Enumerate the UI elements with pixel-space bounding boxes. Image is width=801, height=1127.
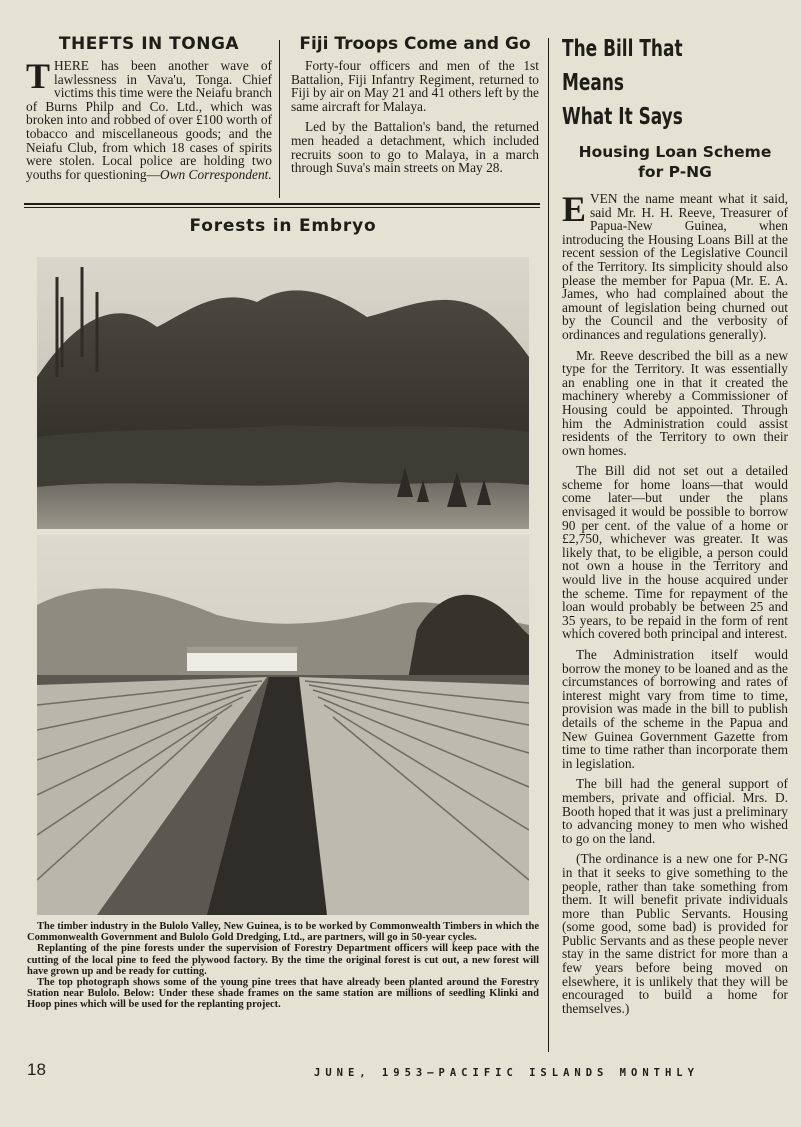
- paragraph: Mr. Reeve described the bill as a new type for the Territory. It was essentially an enabling one in that it created the machinery whereby a Commissioner of Housing could be appointed. Through him the Administration could assist residents of the Territory to own their own homes.: [562, 347, 788, 458]
- article-body: [562, 189, 788, 1016]
- article-text: HERE has been another wave of lawlessness in Vava'u, Tonga. Chief victims this time were the Neiafu branch of Burns Philp and Co. Ltd., which was broken into and robbed of over £100 worth of tobacco and miscellaneous goods; and the Neiafu Club, from which 18 cases of spirits were stolen. Local police are holding two youths for questioning—: [26, 58, 272, 182]
- paragraph: Forty-four officers and men of the 1st Battalion, Fiji Infantry Regiment, returned to Fiji by air on May 21 and 41 others left by the same aircraft for Malaya.: [291, 58, 539, 114]
- headline-line: The Bill That: [562, 36, 683, 62]
- article-body: [291, 59, 539, 175]
- paragraph: [562, 189, 788, 342]
- byline: Own Correspondent.: [159, 166, 272, 182]
- caption-paragraph: Replanting of the pine forests under the supervision of Forestry Department officers will keep pace with the cutting of the local pine to feed the plywood factory. By the time the original forest is cut out, a new forest will have grown up and be ready for cutting.: [27, 943, 539, 977]
- seedling-frames-photo: [37, 535, 529, 915]
- paragraph: (The ordinance is a new one for P-NG in that it seeks to give something to the people, rather than take something from them. It will benefit private individuals more than Public Servants. Housing (some good, some bad) is provided for Public Servants and as these people never stay in the same district for more than a few years before being moved on elsewhere, it is unlikely that they will be encouraged to build a home for themselves.): [562, 851, 788, 1016]
- photo-captions: [27, 921, 539, 1011]
- drop-cap: E: [562, 189, 587, 229]
- paragraph: Led by the Battalion's band, the returned men headed a detachment, which included recruits soon to go to Malaya, in a march through Suva's main streets on May 28.: [291, 119, 539, 176]
- subtitle-line: Housing Loan Scheme: [578, 143, 772, 161]
- page-number: 18: [27, 1060, 46, 1079]
- caption-paragraph: The timber industry in the Bulolo Valley, New Guinea, is to be worked by Commonwealth Timbers in which the Commonwealth Government and Bulolo Gold Dredging, Ltd., are partners, will go in 50-year cycles.: [27, 921, 539, 944]
- article-housing-loan: [562, 32, 788, 1022]
- caption-paragraph: The top photograph shows some of the young pine trees that have already been planted around the Forestry Station near Bulolo. Below: Under these shade frames on the same station are millions of seedling Klinki and Hoop pines which will be used for the replanting project.: [27, 977, 539, 1011]
- section-rule: [24, 207, 540, 208]
- paragraph: The Bill did not set out a detailed scheme for home loans—that would come later—but under the plans envisaged it would be possible to borrow 90 per cent. of the value of a home or £2,750, whichever was greater. It was likely that, to be eligible, a person could not own a house in the Territory and would live in the house acquired under the scheme. Time for repayment of the loan would probably be between 25 and 35 years, to be repaid in the form of rent which covered both principal and interest.: [562, 463, 788, 642]
- column-divider: [548, 38, 549, 1052]
- article-title: THEFTS IN TONGA: [58, 34, 240, 54]
- paragraph: The bill had the general support of members, private and official. Mrs. D. Booth hoped that it was just a preliminary to advancing money to men who wished to go on the land.: [562, 776, 788, 846]
- subtitle-line: for P-NG: [638, 163, 712, 181]
- photo-young-pine-trees: [37, 257, 529, 529]
- headline-line: Means: [562, 70, 625, 96]
- article-subtitle: [562, 142, 788, 182]
- article-title: Fiji Troops Come and Go: [299, 34, 531, 54]
- section-rule: [24, 203, 540, 205]
- headline-line: What It Says: [562, 104, 683, 130]
- pine-forest-photo: [37, 257, 529, 529]
- column-divider: [279, 40, 280, 198]
- paragraph-text: VEN the name meant what it said, said Mr. H. H. Reeve, Treasurer of Papua-New Guinea, when introducing the Housing Loans Bill at the recent session of the Legislative Council of the Territory. Its simplicity should also please the member for Papua (Mr. E. A. James, who had complained about the amount of legislation being churned out by the Council and the verbosity of ordinances and regulations generally).: [562, 191, 788, 342]
- article-body: [26, 56, 272, 182]
- issue-line: JUNE, 1953—PACIFIC ISLANDS MONTHLY: [314, 1067, 699, 1079]
- article-fiji-troops: [291, 34, 539, 182]
- article-thefts-in-tonga: [26, 34, 272, 181]
- feature-title: Forests in Embryo: [189, 216, 377, 236]
- article-headline: [562, 32, 747, 134]
- paragraph: The Administration itself would borrow the money to be loaned and as the circumstances of borrowing and rates of interest might vary from time to time, provision was made in the bill to publish details of the scheme in the Papua and New Guinea Government Gazette from time to time rather than incorporate them in legislation.: [562, 647, 788, 771]
- photo-shade-frames: [37, 535, 529, 915]
- drop-cap: T: [26, 56, 51, 96]
